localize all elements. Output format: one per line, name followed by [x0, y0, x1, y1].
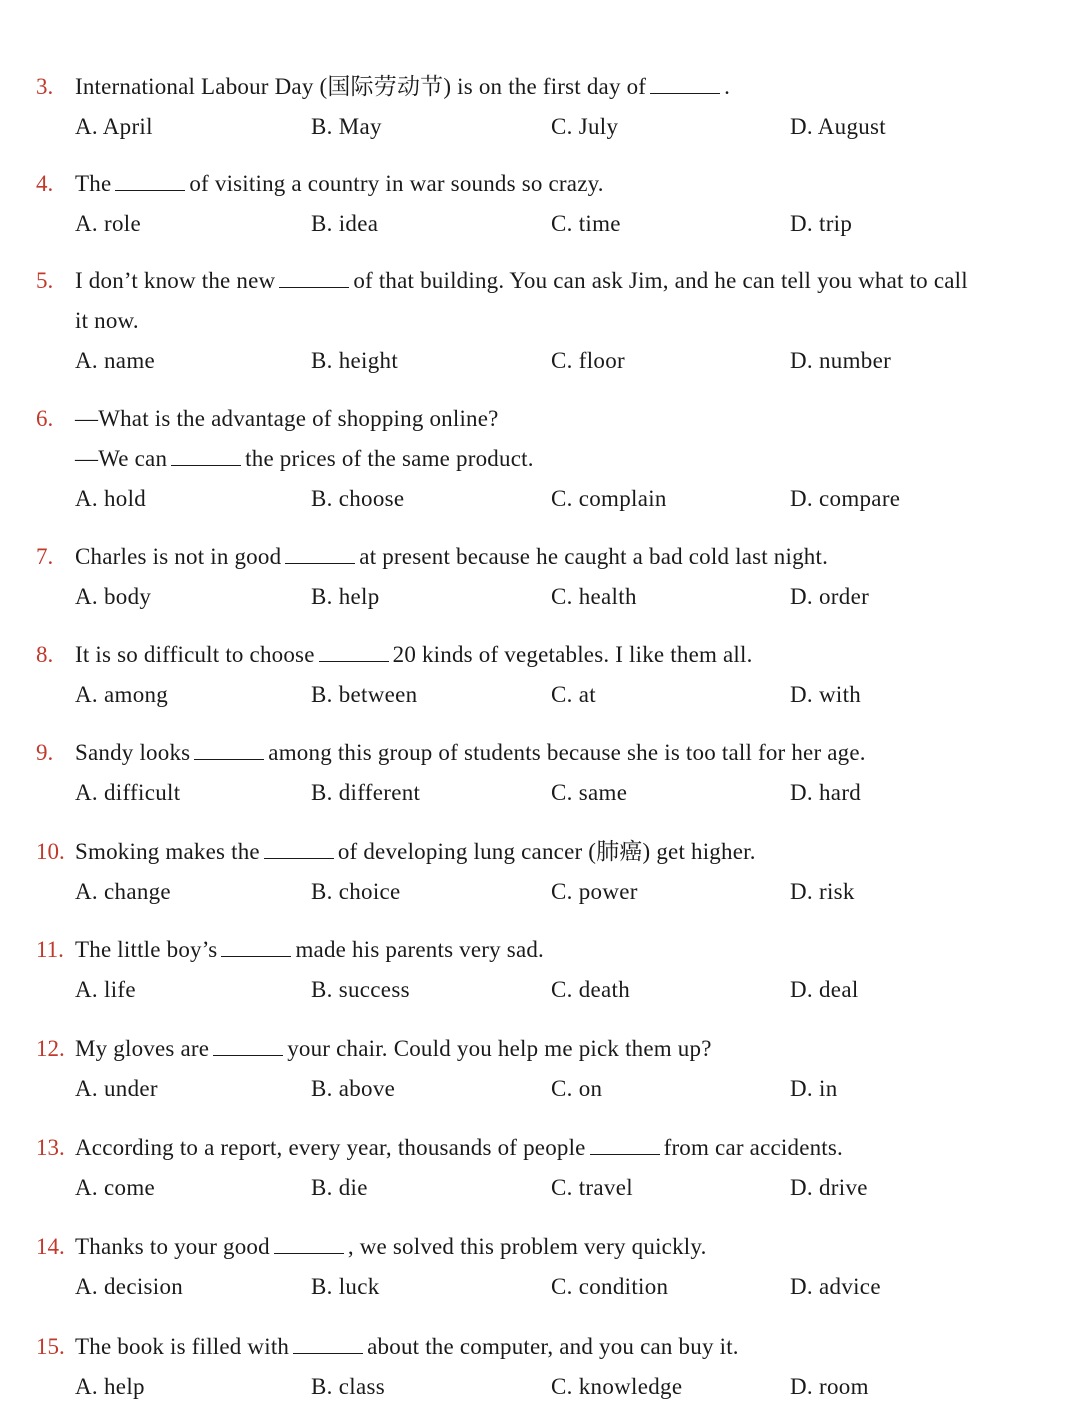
question-number: 15.: [36, 1334, 65, 1359]
stem-text-before-blank: International Labour Day (国际劳动节) is on the first day of: [75, 74, 647, 99]
option-a[interactable]: A. come: [75, 1175, 156, 1200]
question-stem-line: [75, 1232, 707, 1262]
question-number: 3.: [36, 74, 54, 99]
stem-text-before-blank: My gloves are: [75, 1036, 210, 1061]
question-stem-line: [75, 306, 139, 336]
stem-text-before-blank: The: [75, 171, 112, 196]
option-a[interactable]: A. decision: [75, 1274, 184, 1299]
option-b[interactable]: B. different: [311, 780, 421, 805]
question-stem-line: [75, 266, 968, 296]
question-number: 14.: [36, 1234, 65, 1259]
option-c[interactable]: C. on: [551, 1076, 603, 1101]
stem-text-after-blank: among this group of students because she is too tall for her age.: [268, 740, 866, 765]
stem-text-before-blank: Thanks to your good: [75, 1234, 270, 1259]
option-b[interactable]: B. luck: [311, 1274, 380, 1299]
option-d[interactable]: D. advice: [790, 1274, 881, 1299]
option-d[interactable]: D. drive: [790, 1175, 868, 1200]
option-a[interactable]: A. body: [75, 584, 152, 609]
question-stem-line: [75, 738, 866, 768]
option-c[interactable]: C. July: [551, 114, 619, 139]
option-a[interactable]: A. among: [75, 682, 169, 707]
option-b[interactable]: B. choice: [311, 879, 401, 904]
stem-text-before-blank: The little boy’s: [75, 937, 218, 962]
stem-text-before-blank: Charles is not in good: [75, 544, 282, 569]
question-number: 9.: [36, 740, 54, 765]
stem-text-before-blank: It is so difficult to choose: [75, 642, 315, 667]
stem-text: —What is the advantage of shopping online?: [75, 406, 499, 431]
question-stem-line: [75, 169, 604, 199]
question-stem-line: [75, 72, 730, 102]
option-b[interactable]: B. height: [311, 348, 399, 373]
answer-blank[interactable]: [194, 739, 264, 760]
stem-text-after-blank: of that building. You can ask Jim, and he can tell you what to call: [353, 268, 968, 293]
answer-blank[interactable]: [650, 73, 720, 94]
stem-text-after-blank: the prices of the same product.: [245, 446, 534, 471]
option-d[interactable]: D. number: [790, 348, 892, 373]
answer-blank[interactable]: [264, 838, 334, 859]
stem-text-after-blank: made his parents very sad.: [295, 937, 545, 962]
question-number: 12.: [36, 1036, 65, 1061]
answer-blank[interactable]: [221, 936, 291, 957]
question-stem-line: [75, 444, 534, 474]
option-c[interactable]: C. at: [551, 682, 596, 707]
stem-text-before-blank: —We can: [75, 446, 168, 471]
question-stem-line: [75, 1332, 739, 1362]
stem-text-after-blank: of developing lung cancer (肺癌) get higher.: [337, 839, 756, 864]
answer-blank[interactable]: [171, 445, 241, 466]
option-a[interactable]: A. name: [75, 348, 156, 373]
option-b[interactable]: B. above: [311, 1076, 396, 1101]
option-d[interactable]: D. order: [790, 584, 870, 609]
answer-blank[interactable]: [590, 1134, 660, 1155]
stem-text-after-blank: about the computer, and you can buy it.: [367, 1334, 739, 1359]
option-c[interactable]: C. knowledge: [551, 1374, 683, 1399]
option-b[interactable]: B. between: [311, 682, 418, 707]
option-d[interactable]: D. risk: [790, 879, 855, 904]
option-c[interactable]: C. time: [551, 211, 621, 236]
option-c[interactable]: C. floor: [551, 348, 625, 373]
stem-text-before-blank: According to a report, every year, thousands of people: [75, 1135, 586, 1160]
option-a[interactable]: A. under: [75, 1076, 158, 1101]
answer-blank[interactable]: [293, 1333, 363, 1354]
option-b[interactable]: B. class: [311, 1374, 385, 1399]
question-stem-line: [75, 640, 753, 670]
question-stem-line: [75, 837, 756, 867]
stem-text: it now.: [75, 308, 139, 333]
question-number: 11.: [36, 937, 64, 962]
stem-text-before-blank: The book is filled with: [75, 1334, 290, 1359]
option-c[interactable]: C. travel: [551, 1175, 633, 1200]
option-c[interactable]: C. health: [551, 584, 637, 609]
question-stem-line: [75, 935, 544, 965]
option-d[interactable]: D. trip: [790, 211, 853, 236]
stem-text-after-blank: .: [724, 74, 731, 99]
option-d[interactable]: D. with: [790, 682, 862, 707]
option-a[interactable]: A. April: [75, 114, 153, 139]
answer-blank[interactable]: [279, 267, 349, 288]
option-d[interactable]: D. deal: [790, 977, 859, 1002]
option-b[interactable]: B. help: [311, 584, 380, 609]
option-b[interactable]: B. die: [311, 1175, 368, 1200]
stem-text-after-blank: 20 kinds of vegetables. I like them all.: [392, 642, 753, 667]
option-d[interactable]: D. in: [790, 1076, 838, 1101]
option-b[interactable]: B. choose: [311, 486, 405, 511]
answer-blank[interactable]: [319, 641, 389, 662]
stem-text-after-blank: , we solved this problem very quickly.: [347, 1234, 707, 1259]
question-stem-line: [75, 404, 499, 434]
option-b[interactable]: B. May: [311, 114, 382, 139]
option-d[interactable]: D. compare: [790, 486, 901, 511]
answer-blank[interactable]: [285, 543, 355, 564]
question-number: 5.: [36, 268, 54, 293]
question-number: 7.: [36, 544, 54, 569]
answer-blank[interactable]: [115, 170, 185, 191]
option-c[interactable]: C. complain: [551, 486, 667, 511]
stem-text-after-blank: of visiting a country in war sounds so crazy.: [189, 171, 604, 196]
answer-blank[interactable]: [213, 1035, 283, 1056]
question-number: 8.: [36, 642, 54, 667]
option-d[interactable]: D. hard: [790, 780, 862, 805]
stem-text-after-blank: from car accidents.: [663, 1135, 843, 1160]
stem-text-before-blank: Sandy looks: [75, 740, 191, 765]
question-number: 6.: [36, 406, 54, 431]
stem-text-after-blank: at present because he caught a bad cold last night.: [359, 544, 829, 569]
option-c[interactable]: C. death: [551, 977, 631, 1002]
option-c[interactable]: C. power: [551, 879, 638, 904]
question-stem-line: [75, 542, 828, 572]
option-c[interactable]: C. same: [551, 780, 628, 805]
option-b[interactable]: B. success: [311, 977, 410, 1002]
question-stem-line: [75, 1133, 843, 1163]
option-a[interactable]: A. life: [75, 977, 136, 1002]
option-a[interactable]: A. help: [75, 1374, 145, 1399]
stem-text-before-blank: I don’t know the new: [75, 268, 276, 293]
option-d[interactable]: D. room: [790, 1374, 869, 1399]
option-a[interactable]: A. role: [75, 211, 141, 236]
option-a[interactable]: A. change: [75, 879, 171, 904]
option-c[interactable]: C. condition: [551, 1274, 669, 1299]
question-number: 4.: [36, 171, 54, 196]
question-stem-line: [75, 1034, 712, 1064]
option-a[interactable]: A. difficult: [75, 780, 181, 805]
option-a[interactable]: A. hold: [75, 486, 147, 511]
question-number: 13.: [36, 1135, 65, 1160]
answer-blank[interactable]: [274, 1233, 344, 1254]
stem-text-after-blank: your chair. Could you help me pick them up?: [287, 1036, 712, 1061]
stem-text-before-blank: Smoking makes the: [75, 839, 260, 864]
option-b[interactable]: B. idea: [311, 211, 379, 236]
question-number: 10.: [36, 839, 65, 864]
option-d[interactable]: D. August: [790, 114, 886, 139]
